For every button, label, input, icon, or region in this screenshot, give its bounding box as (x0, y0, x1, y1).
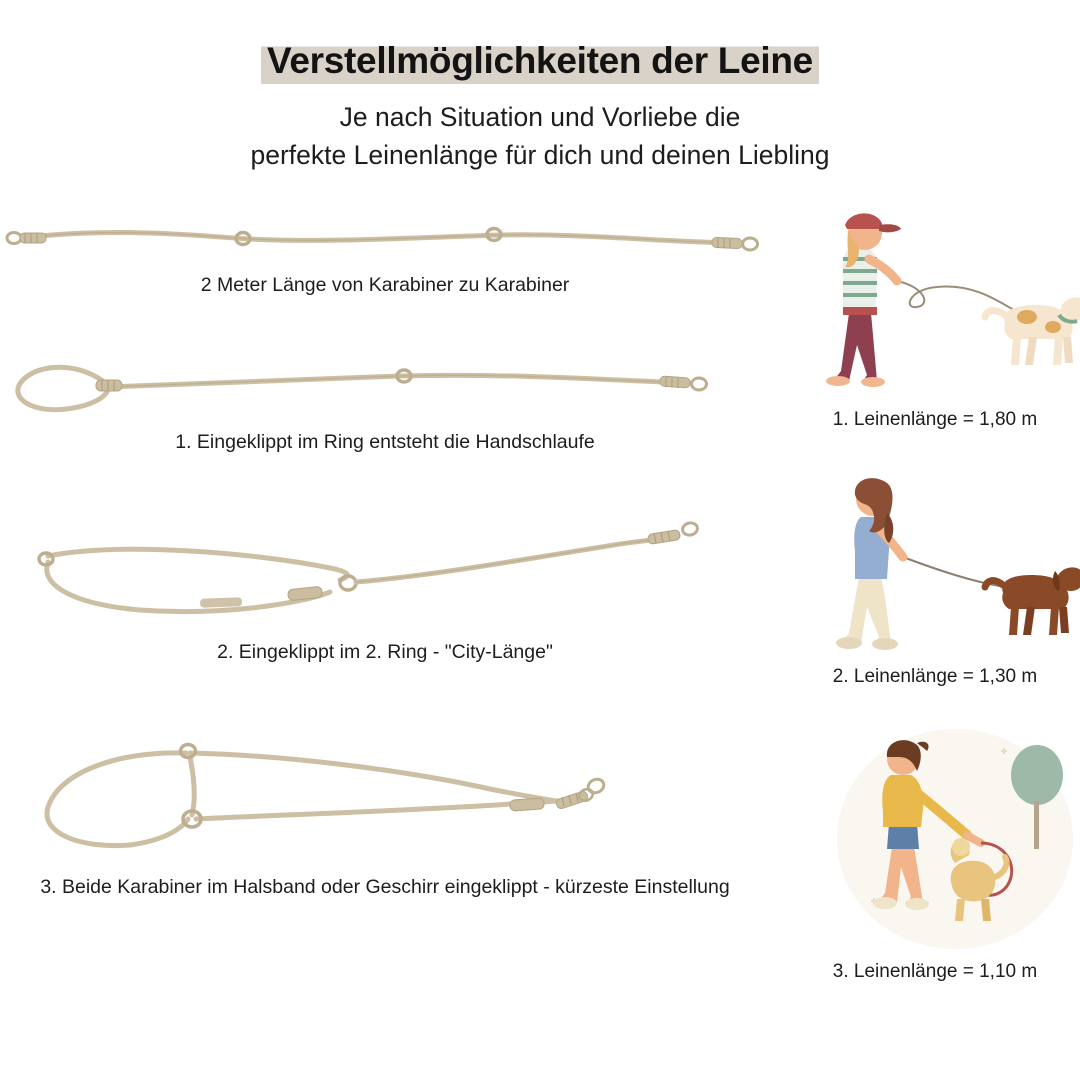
leash-svg-city (0, 500, 770, 640)
content-area (0, 175, 1080, 1035)
illustration-walking-woman-golden-retriever (805, 175, 1065, 405)
header (0, 0, 1080, 175)
leash-step-2 (0, 500, 770, 665)
carabiner-right-icon (660, 376, 707, 390)
leash-svg-handloop (0, 335, 770, 430)
person-scene-3 (780, 717, 1080, 983)
person-caption-1: 1. Leinenlänge = 1,80 m (832, 408, 1038, 430)
leash-column (0, 175, 770, 1035)
leash-illustration-straight (0, 193, 770, 273)
scene-3-svg (805, 717, 1080, 957)
leash-label-patch (200, 597, 242, 607)
leash-slider-icon (510, 798, 545, 811)
person-scene-2 (780, 447, 1080, 688)
page-subtitle (0, 99, 1080, 174)
illustration-woman-playing-with-dog (805, 717, 1065, 957)
leash-caption-3: 3. Beide Karabiner im Halsband oder Geschirr eingeklippt - kürzeste Einstellung (40, 875, 730, 898)
person-scene-1 (780, 175, 1080, 431)
leash-step-0 (0, 193, 770, 298)
page-title: Verstellmöglichkeiten der Leine (261, 38, 819, 84)
person-caption-2: 2. Leinenlänge = 1,30 m (832, 665, 1038, 687)
carabiner-right-icon (712, 237, 758, 250)
leash-svg-shortest (0, 715, 770, 875)
illustration-walking-woman-brown-dog (805, 447, 1065, 662)
person-column (770, 175, 1080, 1035)
leash-caption-2: 2. Eingeklippt im 2. Ring - "City-Länge" (217, 640, 553, 663)
person-caption-3: 3. Leinenlänge = 1,10 m (832, 960, 1038, 982)
carabiner-clipped-in-ring-icon (96, 380, 122, 391)
leash-step-3 (0, 715, 770, 900)
scene-2-svg (805, 447, 1080, 662)
leash-step-1 (0, 335, 770, 455)
subtitle-line-1: Je nach Situation und Vorliebe die (339, 102, 741, 133)
page-title-wrap (0, 38, 1080, 84)
carabiner-pair-icon (555, 776, 606, 809)
carabiner-left-icon (7, 232, 46, 243)
subtitle-line-2: perfekte Leinenlänge für dich und deinen Liebling (250, 140, 830, 171)
carabiner-right-icon (647, 521, 698, 544)
leash-illustration-city (0, 500, 770, 640)
leash-caption-0: 2 Meter Länge von Karabiner zu Karabiner (200, 273, 570, 296)
scene-1-svg (805, 175, 1080, 405)
leash-illustration-shortest (0, 715, 770, 875)
leash-svg-straight (0, 193, 770, 273)
leash-caption-1: 1. Eingeklippt im Ring entsteht die Handschlaufe (175, 430, 595, 453)
leash-illustration-handloop (0, 335, 770, 430)
